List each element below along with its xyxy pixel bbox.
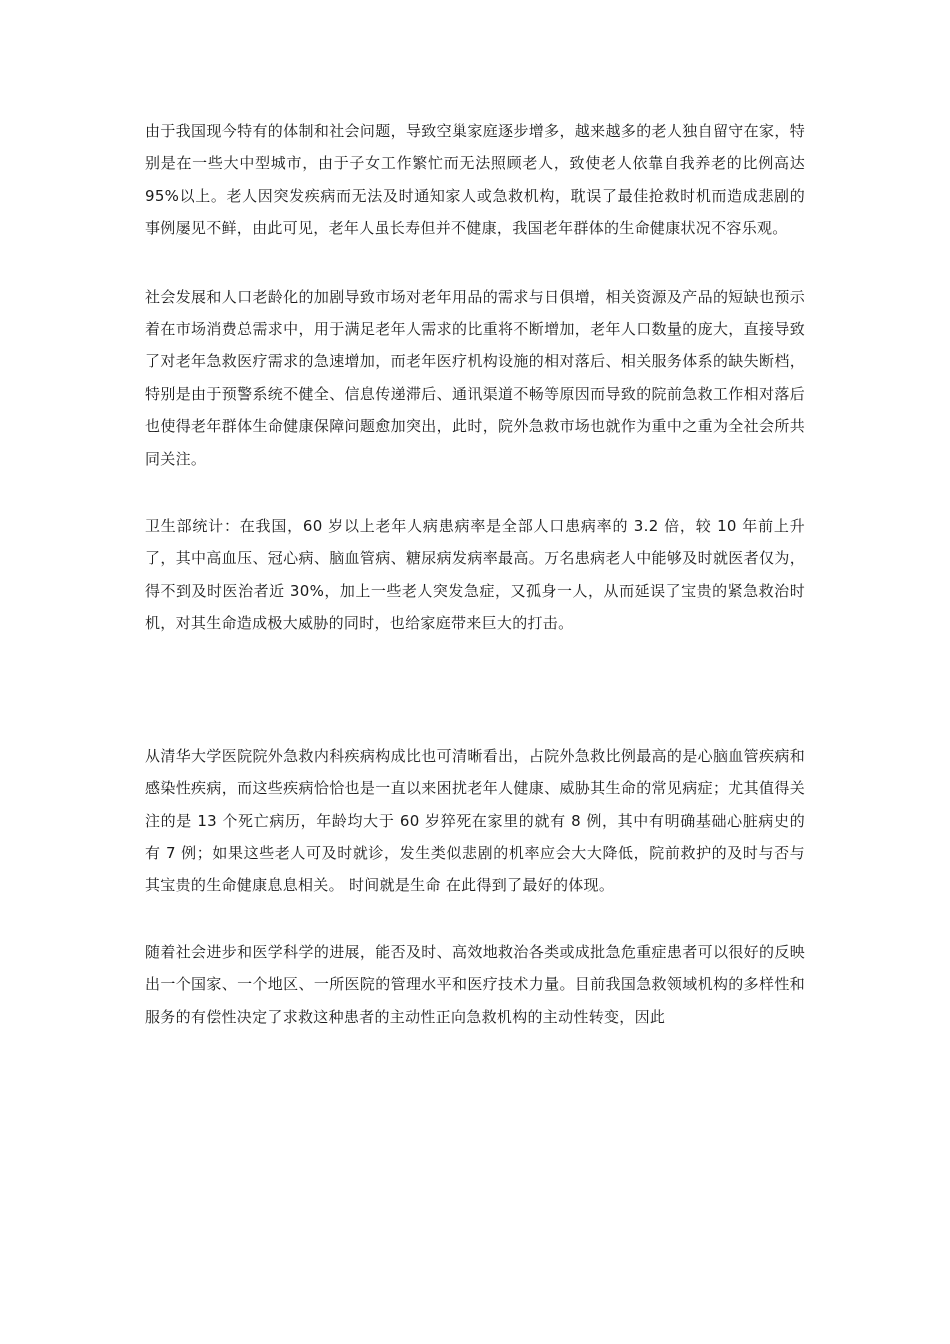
paragraph-health-ministry-statistics: 卫生部统计：在我国，60 岁以上老年人病患病率是全部人口患病率的 3.2 倍，较 10 年前上升了，其中高血压、冠心病、脑血管病、糖尿病发病率最高。万名患病老人中能够及时就医者仅为，得不到及时医治者近 30%，加上一些老人突发急症，又孤身一人，从而延误了宝贵的紧急救治时机，对其生命造成极大威胁的同时，也给家庭带来巨大的打击。 <box>145 517 805 633</box>
paragraph-aging-market-demand: 社会发展和人口老龄化的加剧导致市场对老年用品的需求与日俱增，相关资源及产品的短缺也预示着在市场消费总需求中，用于满足老年人需求的比重将不断增加，老年人口数量的庞大，直接导致了对老年急救医疗需求的急速增加，而老年医疗机构设施的相对落后、相关服务体系的缺失断档，特别是由于预警系统不健全、信息传递滞后、通讯渠道不畅等原因而导致的院前急救工作相对落后也使得老年群体生命健康保障问题愈加突出，此时，院外急救市场也就作为重中之重为全社会所共同关注。 <box>145 287 805 468</box>
paragraph-tsinghua-hospital-data: 从清华大学医院院外急救内科疾病构成比也可清晰看出，占院外急救比例最高的是心脑血管疾病和感染性疾病，而这些疾病恰恰也是一直以来困扰老年人健康、威胁其生命的常见病症；尤其值得关注的是 13 个死亡病历，年龄均大于 60 岁猝死在家里的就有 8 例，其中有明确基础心脏病史的有 7 例；如果这些老人可及时就诊，发生类似悲剧的机率应会大大降低，院前救护的及时与否与其宝贵的生命健康息息相关。 时间就是生命 在此得到了最好的体现。 <box>145 746 805 895</box>
paragraph-emergency-progress: 随着社会进步和医学科学的进展，能否及时、高效地救治各类或成批急危重症患者可以很好的反映出一个国家、一个地区、一所医院的管理水平和医疗技术力量。目前我国急救领域机构的多样性和服务的有偿性决定了求救这种患者的主动性正向急救机构的主动性转变，因此 <box>145 942 805 1026</box>
paragraph-empty-nest-elderly: 由于我国现今特有的体制和社会问题，导致空巢家庭逐步增多，越来越多的老人独自留守在家，特别是在一些大中型城市，由于子女工作繁忙而无法照顾老人，致使老人依靠自我养老的比例高达 95%以上。老人因突发疾病而无法及时通知家人或急救机构，耽误了最佳抢救时机而造成悲剧的事例屡见不鲜，由此可见，老年人虽长寿但并不健康，我国老年群体的生命健康状况不容乐观。 <box>145 122 805 238</box>
document-page <box>145 115 805 1033</box>
